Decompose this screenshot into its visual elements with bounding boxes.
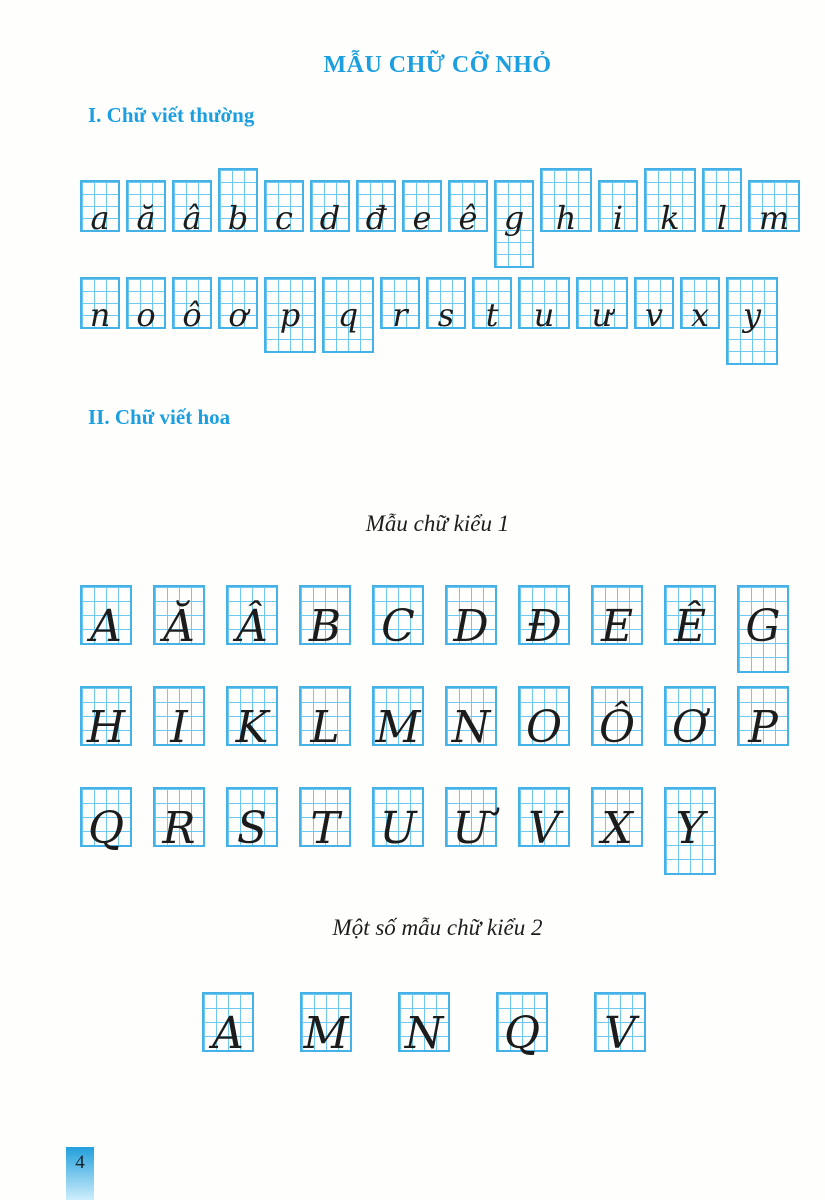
letter-glyph: m [758, 199, 790, 237]
letter-box-o [126, 277, 166, 334]
letter-box-T [299, 787, 351, 854]
letter-box-Ê [664, 585, 716, 652]
letter-box-Ơ [664, 686, 716, 753]
letter-glyph: ơ [228, 296, 248, 334]
letter-box-ơ [218, 277, 258, 334]
letter-glyph: n [89, 296, 111, 334]
letter-glyph: M [303, 1008, 349, 1059]
letter-box-G [737, 585, 789, 673]
letter-box-Q [80, 787, 132, 854]
letter-glyph: g [503, 199, 525, 237]
letter-glyph: d [319, 199, 341, 237]
letter-glyph: S [236, 803, 268, 854]
letter-glyph: C [381, 601, 415, 652]
style1-caption: Mẫu chữ kiểu 1 [365, 511, 510, 536]
uppercase-row-2 [80, 686, 789, 753]
letter-box-đ [356, 180, 396, 237]
letter-glyph: đ [365, 199, 387, 237]
letter-box-â [172, 180, 212, 237]
letter-box-r [380, 277, 420, 334]
letter-glyph: e [412, 199, 432, 237]
letter-box-y [726, 277, 778, 365]
letter-box-K [226, 686, 278, 753]
letter-glyph: u [533, 296, 555, 334]
letter-box-ô [172, 277, 212, 334]
letter-box-g [494, 180, 534, 268]
letter-glyph: l [716, 199, 728, 237]
letter-box-N [445, 686, 497, 753]
letter-glyph: v [644, 296, 664, 334]
letter-glyph: Ê [673, 601, 707, 652]
letter-box-s [426, 277, 466, 334]
letter-box-Ă [153, 585, 205, 652]
letter-glyph: M [375, 702, 421, 753]
letter-glyph: X [601, 803, 633, 854]
letter-box-Ô [591, 686, 643, 753]
letter-glyph: L [310, 702, 340, 753]
letter-glyph: O [525, 702, 563, 753]
letter-box-b [218, 168, 258, 237]
lowercase-row-2 [80, 265, 778, 365]
letter-glyph: T [310, 803, 340, 854]
letter-glyph: V [528, 803, 560, 854]
letter-box-n [80, 277, 120, 334]
letter-glyph: ô [182, 296, 202, 334]
uppercase-row-3 [80, 787, 716, 875]
letter-glyph: G [745, 601, 781, 652]
letter-glyph: Ư [452, 803, 490, 854]
letter-glyph: Ô [598, 702, 636, 753]
letter-glyph: Ă [163, 601, 195, 652]
letter-box-Ư [445, 787, 497, 854]
letter-glyph: y [742, 296, 762, 334]
letter-glyph: i [612, 199, 624, 237]
letter-glyph: h [555, 199, 577, 237]
letter-box-P [737, 686, 789, 753]
letter-glyph: A [212, 1008, 244, 1059]
letter-glyph: ă [136, 199, 156, 237]
letter-glyph: Â [236, 601, 268, 652]
letter-box-Đ [518, 585, 570, 652]
letter-box-N [398, 992, 450, 1059]
letter-box-ư [576, 277, 628, 334]
letter-box-d [310, 180, 350, 237]
letter-box-ê [448, 180, 488, 237]
letter-glyph: Q [503, 1008, 541, 1059]
letter-glyph: a [90, 199, 110, 237]
letter-box-S [226, 787, 278, 854]
letter-box-M [300, 992, 352, 1059]
letter-box-V [518, 787, 570, 854]
letter-box-D [445, 585, 497, 652]
letter-box-B [299, 585, 351, 652]
letter-glyph: B [308, 601, 342, 652]
page-number: 4 [75, 1152, 85, 1173]
lowercase-row-1 [80, 168, 800, 268]
letter-box-I [153, 686, 205, 753]
letter-glyph: Đ [526, 601, 562, 652]
letter-box-l [702, 168, 742, 237]
letter-box-i [598, 180, 638, 237]
letter-glyph: D [453, 601, 489, 652]
letter-box-O [518, 686, 570, 753]
letter-glyph: R [162, 803, 196, 854]
letter-glyph: â [182, 199, 202, 237]
letter-box-A [80, 585, 132, 652]
letter-glyph: V [604, 1008, 636, 1059]
letter-glyph: x [690, 296, 710, 334]
letter-glyph: N [451, 702, 491, 753]
letter-glyph: Q [87, 803, 125, 854]
letter-box-X [591, 787, 643, 854]
letter-box-x [680, 277, 720, 334]
letter-box-R [153, 787, 205, 854]
letter-glyph: P [748, 702, 778, 753]
letter-box-H [80, 686, 132, 753]
letter-box-Q [496, 992, 548, 1059]
letter-glyph: ê [458, 199, 478, 237]
style2-caption: Một số mẫu chữ kiểu 2 [332, 915, 543, 940]
letter-glyph: A [90, 601, 122, 652]
uppercase-row-1 [80, 585, 789, 673]
letter-glyph: K [235, 702, 269, 753]
letter-box-U [372, 787, 424, 854]
letter-glyph: t [485, 296, 499, 334]
letter-glyph: o [136, 296, 156, 334]
letter-glyph: Ơ [671, 702, 709, 753]
letter-box-p [264, 277, 316, 353]
letter-box-A [202, 992, 254, 1059]
section-heading-lowercase: I. Chữ viết thường [88, 103, 255, 127]
letter-glyph: k [660, 199, 680, 237]
letter-glyph: U [379, 803, 417, 854]
letter-glyph: Y [675, 803, 705, 854]
style2-row [202, 992, 646, 1059]
letter-glyph: q [337, 296, 359, 334]
letter-box-q [322, 277, 374, 353]
letter-glyph: ư [591, 296, 613, 334]
letter-box-e [402, 180, 442, 237]
page-title: MẪU CHỮ CỠ NHỎ [323, 52, 552, 78]
letter-box-V [594, 992, 646, 1059]
letter-glyph: b [227, 199, 249, 237]
letter-box-c [264, 180, 304, 237]
letter-glyph: s [437, 296, 455, 334]
letter-box-m [748, 180, 800, 237]
letter-box-k [644, 168, 696, 237]
letter-glyph: H [86, 702, 126, 753]
letter-glyph: c [275, 199, 293, 237]
letter-box-C [372, 585, 424, 652]
letter-box-t [472, 277, 512, 334]
letter-glyph: N [404, 1008, 444, 1059]
letter-box-v [634, 277, 674, 334]
letter-glyph: r [392, 296, 408, 334]
letter-box-E [591, 585, 643, 652]
letter-box-u [518, 277, 570, 334]
letter-box-Y [664, 787, 716, 875]
letter-box-Â [226, 585, 278, 652]
page-number-badge [66, 1147, 94, 1200]
section-heading-uppercase: II. Chữ viết hoa [88, 405, 231, 429]
letter-box-h [540, 168, 592, 237]
letter-glyph: I [170, 702, 188, 753]
letter-glyph: E [600, 601, 634, 652]
letter-box-a [80, 180, 120, 237]
letter-glyph: p [279, 296, 301, 334]
letter-box-L [299, 686, 351, 753]
letter-box-ă [126, 180, 166, 237]
letter-box-M [372, 686, 424, 753]
